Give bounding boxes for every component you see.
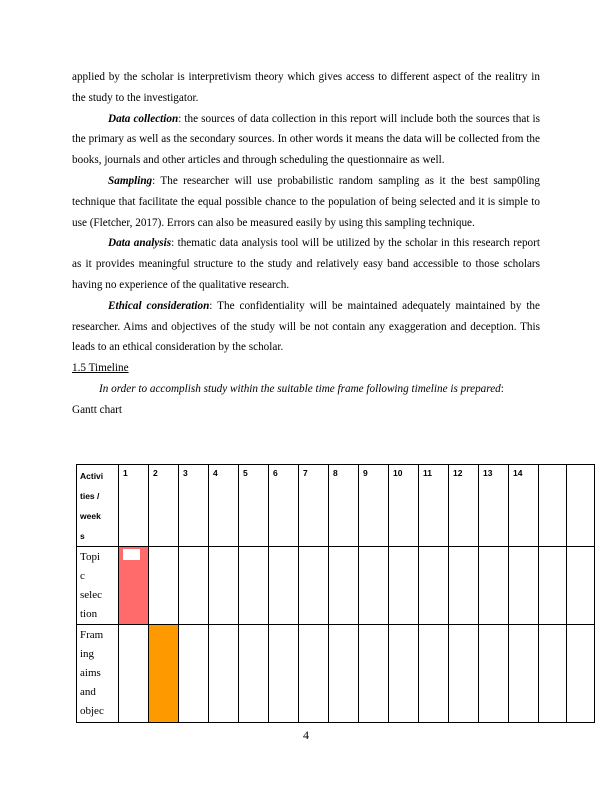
activity-line: Topi	[80, 551, 101, 563]
gantt-cell	[567, 625, 595, 723]
gantt-cell	[567, 547, 595, 625]
page-number: 4	[303, 728, 309, 742]
gantt-table	[76, 464, 595, 723]
gantt-cell	[269, 547, 299, 625]
gantt-cell	[209, 547, 239, 625]
paragraph-ethical	[72, 296, 540, 358]
gantt-cell	[149, 547, 179, 625]
week-header: 3	[179, 465, 209, 547]
gantt-header-label	[77, 465, 119, 547]
term-data-analysis: Data analysis	[108, 237, 172, 250]
activity-line: aims	[80, 667, 101, 679]
week-header: 4	[209, 465, 239, 547]
activity-line: objec	[80, 705, 104, 717]
gantt-cell	[179, 625, 209, 723]
activity-line: c	[80, 570, 85, 582]
gantt-bar-week-1	[119, 547, 149, 625]
gantt-cell	[299, 625, 329, 723]
header-label-line: ties /	[80, 491, 100, 501]
activity-line: Fram	[80, 629, 104, 641]
week-header: 7	[299, 465, 329, 547]
gantt-cell	[119, 625, 149, 723]
gantt-bar-week-2	[149, 625, 179, 723]
paragraph-data-collection	[72, 109, 540, 171]
paragraph-data-analysis	[72, 233, 540, 295]
section-heading-timeline: 1.5 Timeline	[72, 362, 129, 375]
header-label-line: week	[80, 511, 101, 521]
gantt-cell	[419, 625, 449, 723]
week-header: 1	[119, 465, 149, 547]
gantt-row-topic-selection	[77, 547, 595, 625]
gantt-cell	[479, 547, 509, 625]
gantt-cell	[479, 625, 509, 723]
activity-line: tion	[80, 608, 98, 620]
gantt-cell	[449, 547, 479, 625]
gantt-cell	[509, 547, 539, 625]
gantt-cell	[389, 625, 419, 723]
gantt-cell	[269, 625, 299, 723]
text-ethical: : The confidentiality will be maintained adequately maintained by the researcher. Aims and objectives of the study will be not contain any exaggeration and deception. This leads to an ethical consideration by the scholar.	[72, 299, 540, 354]
paragraph-sampling	[72, 171, 540, 233]
gantt-cell	[299, 547, 329, 625]
activity-label	[77, 625, 119, 723]
gantt-cell	[539, 625, 567, 723]
gantt-cell	[209, 625, 239, 723]
week-header: 14	[509, 465, 539, 547]
gantt-cell	[449, 625, 479, 723]
week-header: 2	[149, 465, 179, 547]
gantt-cell	[389, 547, 419, 625]
gantt-cell	[509, 625, 539, 723]
gantt-header-row	[77, 465, 595, 547]
paragraph-interpretivism: applied by the scholar is interpretivism theory which gives access to different aspect of the realitry in the study to the investigator.	[72, 71, 540, 104]
activity-line: and	[80, 686, 96, 698]
week-header: 9	[359, 465, 389, 547]
term-data-collection: Data collection	[108, 112, 179, 125]
gantt-row-framing-aims	[77, 625, 595, 723]
cell-highlight-box	[123, 549, 140, 560]
activity-line: ing	[80, 648, 95, 660]
week-header: 13	[479, 465, 509, 547]
week-header: 11	[419, 465, 449, 547]
gantt-cell	[179, 547, 209, 625]
week-header: 8	[329, 465, 359, 547]
gantt-cell	[329, 547, 359, 625]
timeline-intro-text: In order to accomplish study within the suitable time frame following timeline is prepared	[99, 382, 501, 395]
term-sampling: Sampling	[108, 174, 153, 187]
gantt-cell	[419, 547, 449, 625]
week-header: 5	[239, 465, 269, 547]
week-header: 6	[269, 465, 299, 547]
text-data-collection: : the sources of data collection in this report will include both the sources that is the primary as well as the secondary sources. In other words it means the data will be collected from the books, journals and other articles and through scheduling the questionnaire as well.	[72, 112, 540, 167]
gantt-cell	[539, 547, 567, 625]
gantt-cell	[239, 547, 269, 625]
term-ethical: Ethical consideration	[108, 299, 210, 312]
header-label-line: Activi	[80, 471, 104, 481]
activity-label	[77, 547, 119, 625]
gantt-cell	[329, 625, 359, 723]
text-sampling: : The researcher will use probabilistic random sampling as it the best samp0ling technique that facilitate the equal possible chance to the population of being selected and it is simple to use (Fletcher, 2017). Errors can also be measured easily by using this sampling technique.	[72, 174, 540, 229]
gantt-cell	[359, 625, 389, 723]
text-data-analysis: : thematic data analysis tool will be utilized by the scholar in this research report as it provides meaningful structure to the study and relatively easy band accessible to those scholars having no experience of the qualitative research.	[72, 237, 540, 291]
week-header: 10	[389, 465, 419, 547]
gantt-caption: Gantt chart	[72, 403, 123, 416]
gantt-cell	[239, 625, 269, 723]
timeline-intro	[72, 379, 540, 400]
week-header: 12	[449, 465, 479, 547]
gantt-cell	[359, 547, 389, 625]
header-label-line: s	[80, 531, 85, 541]
week-header	[539, 465, 567, 547]
timeline-intro-colon: :	[500, 382, 504, 395]
document-body	[72, 67, 540, 421]
activity-line: selec	[80, 589, 102, 601]
week-header	[567, 465, 595, 547]
